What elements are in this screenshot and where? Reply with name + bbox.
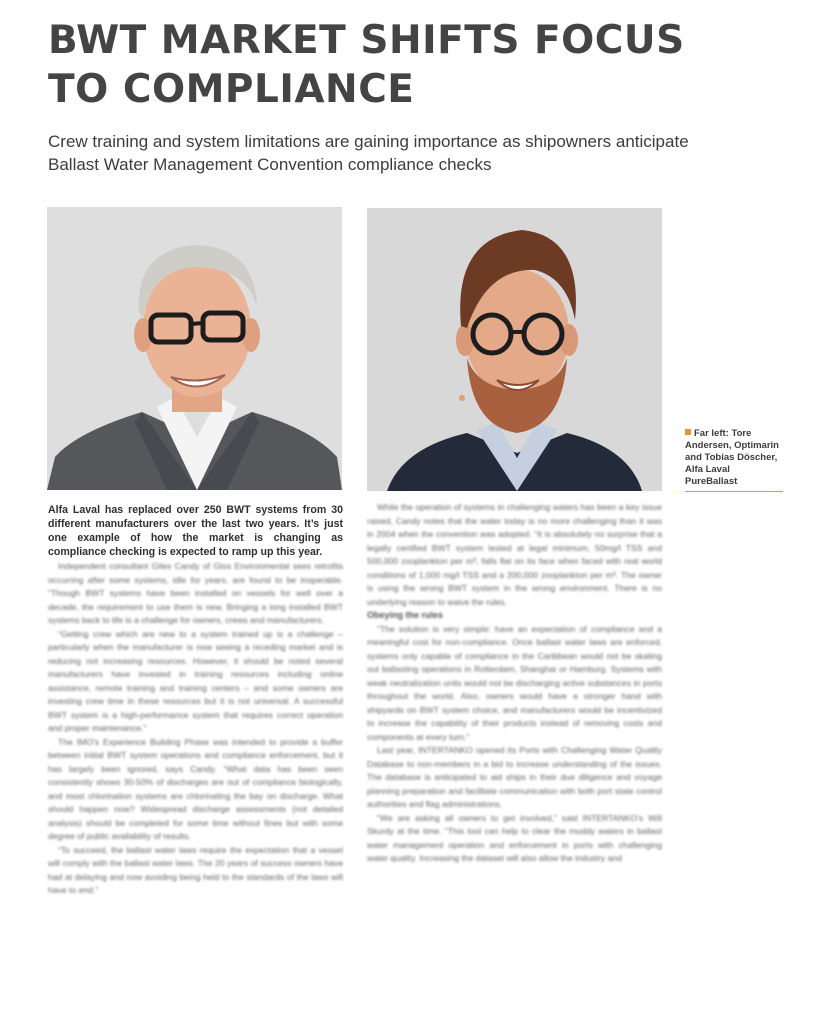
body-paragraph: The IMO’s Experience Building Phase was intended to provide a buffer between initial BWT system operations and compliance enforcement, but it has largely been ignored, says Candy. “What data has been seen consistently shows 30-50% of discharges are out of compliance biologically, and most chlorination systems are chlorinating the bay on discharge. What should happen now? Widespread discharge assessments (not detailed analysis) should be completed for some time without fines but with some degree of public availability of results. bbox=[48, 736, 343, 841]
portrait-illustration bbox=[47, 207, 342, 490]
body-paragraph: “Getting crew which are new to a system trained up is a challenge – particularly when the manufacturer is now seeing a receding market and is reducing not increasing resources. However, it should be noted several manufacturers have invested in training resources including online assistance, remote training and training centers – and some owners are investing crew time in these resources but it is not universal. A successful BWT system is a high-performance system that requires correct operation and proper maintenance.” bbox=[48, 628, 343, 733]
body-column-left bbox=[48, 560, 343, 1000]
body-paragraph: “The solution is very simple: have an expectation of compliance and a meaningful cost for non-compliance. Once ballast water laws are enforced, systems only capable of compliance in the Caribbean would not be skating out ballasting operations in Rotterdam, Shanghai or Hamburg. Systems with weak neutralization units would not be discharging active substances in ports throughout the world. Also, owners would have a stronger hand with shipyards on BWT system choice, and manufacturers would be incentivized to increase the capability of their products instead of removing costs and components at every turn.” bbox=[367, 623, 662, 742]
standfirst-line-2: Ballast Water Management Convention compliance checks bbox=[48, 155, 492, 174]
headline-line-1: BWT MARKET SHIFTS FOCUS bbox=[48, 18, 685, 63]
portrait-illustration bbox=[367, 208, 662, 491]
caption-text: Far left: Tore Andersen, Optimarin and Tobias Döscher, Alfa Laval PureBallast bbox=[685, 428, 779, 487]
body-paragraph: “We are asking all owners to get involved,” said INTERTANKO’s Will Skurdy at the time. “This tool can help to clear the muddy waters in ballast water management operation and enforcement in ports with challenging water quality. Increasing the dataset will also allow the industry and bbox=[367, 812, 662, 863]
body-paragraph: Independent consultant Giles Candy of Glos Environmental sees retrofits occurring after some systems, idle for years, are found to be inoperable. “Though BWT systems have been installed on vessels for well over a decade, the requirement to use them is new. Bringing a long installed BWT systems back to life is a challenge for owners, crews and manufacturers. bbox=[48, 561, 343, 625]
headline-line-2: TO COMPLIANCE bbox=[48, 67, 415, 112]
intro-paragraph: Alfa Laval has replaced over 250 BWT systems from 30 different manufacturers over the last two years. It’s just one example of how the market is changing as compliance checking is expected to ramp up this year. bbox=[48, 504, 343, 558]
portrait-photo-tore-andersen bbox=[47, 207, 342, 490]
standfirst-line-1: Crew training and system limitations are gaining importance as shipowners anticipate bbox=[48, 132, 689, 151]
body-paragraph: “To succeed, the ballast water laws require the expectation that a vessel will comply with the ballast water laws. The 20 years of success owners have had at delaying and now avoiding being held to the standards of the laws will have to end.” bbox=[48, 844, 343, 895]
body-paragraph: Last year, INTERTANKO opened its Ports with Challenging Water Quality Database to non-members in a bid to increase understanding of the issues. The database is anticipated to aid ships in their due diligence and voyage planning preparation and facilitate communication with both port state control authorities and flag administrations. bbox=[367, 745, 662, 809]
body-paragraph: While the operation of systems in challenging waters has been a key issue raised, Candy notes that the water today is no more challenging than it was in 2004 when the convention was adopted. “It is absolutely no surprise that a legally certified BWT system tested at legal minimum, 50mg/l TSS and 500,000 zooplankton per m³, falls flat on its face when faced with real world conditions of 1,000 mg/l TSS and a 200,000 zooplankton per m³. The owner is using the wrong BWT system in the wrong environment. There is no underlying reason to waive the rules. bbox=[367, 502, 662, 607]
body-column-right bbox=[367, 501, 662, 1001]
headline bbox=[48, 16, 748, 114]
standfirst bbox=[48, 130, 748, 176]
photo-caption bbox=[685, 428, 783, 492]
portrait-photo-tobias-doscher bbox=[367, 208, 662, 491]
caption-marker-square bbox=[685, 429, 691, 435]
subheading-obeying-the-rules: Obeying the rules bbox=[367, 610, 444, 620]
